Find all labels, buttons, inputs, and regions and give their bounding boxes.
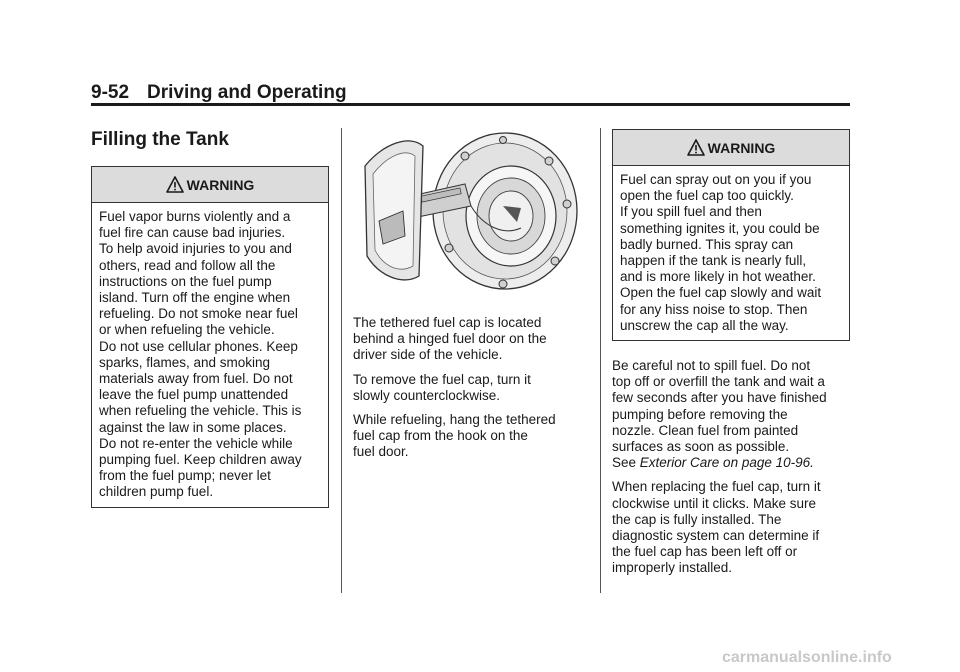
text-line: from the fuel pump; never let — [99, 468, 271, 484]
text-line: Do not re-enter the vehicle while — [99, 435, 293, 451]
warning-text — [613, 166, 849, 340]
cross-reference-link[interactable]: Exterior Care on page 10-96. — [639, 455, 814, 471]
warning-box-1 — [91, 166, 329, 508]
text-line: driver side of the vehicle. — [353, 347, 503, 363]
text-line: behind a hinged fuel door on the — [353, 331, 547, 347]
text-line: While refueling, hang the tethered — [353, 412, 556, 428]
text-line: When replacing the fuel cap, turn it — [612, 479, 821, 495]
text-line: materials away from fuel. Do not — [99, 371, 293, 387]
text-line: the cap is fully installed. The — [612, 511, 782, 527]
text-line: improperly installed. — [612, 560, 733, 576]
warning-box-2 — [612, 129, 850, 341]
text-line: against the law in some places. — [99, 419, 287, 435]
warning-header — [613, 130, 849, 166]
column-1 — [91, 126, 329, 508]
warning-text — [92, 203, 328, 507]
text-line: Fuel can spray out on you if you — [620, 172, 812, 187]
page-header — [91, 82, 347, 104]
text-line: pumping fuel. Keep children away — [99, 452, 302, 468]
paragraph-hang-cap — [353, 412, 581, 461]
text-line: pumping before removing the — [612, 406, 788, 422]
text-line: others, read and follow all the — [99, 257, 276, 273]
section-title: Driving and Operating — [147, 82, 347, 103]
text-line: and is more likely in hot weather. — [620, 269, 816, 285]
text-line: sparks, flames, and smoking — [99, 354, 271, 370]
text-line: leave the fuel pump unattended — [99, 387, 289, 403]
text-line: instructions on the fuel pump — [99, 273, 272, 289]
text-line: something ignites it, you could be — [620, 220, 820, 236]
fuel-door-illustration — [353, 126, 581, 301]
text-line: Be careful not to spill fuel. Do not — [612, 358, 811, 374]
text-line: for any hiss noise to stop. Then — [620, 301, 808, 317]
warning-label: WARNING — [707, 139, 776, 156]
paragraph-replace-cap — [612, 479, 850, 576]
text-line: island. Turn off the engine when — [99, 290, 291, 306]
text-line: To remove the fuel cap, turn it — [353, 371, 531, 387]
text-line: or when refueling the vehicle. — [99, 322, 275, 338]
text-line: nozzle. Clean fuel from painted — [612, 422, 799, 438]
text-line: top off or overfill the tank and wait a — [612, 374, 825, 390]
warning-header — [92, 167, 328, 203]
text-line: the fuel cap has been left off or — [612, 544, 798, 560]
text-line: Fuel vapor burns violently and a — [99, 209, 291, 224]
text-line: diagnostic system can determine if — [612, 528, 820, 544]
paragraph-remove-cap — [353, 372, 581, 404]
cross-reference-line — [612, 455, 850, 471]
warning-label: WARNING — [186, 176, 255, 193]
text-line: fuel door. — [353, 444, 409, 460]
text-line: refueling. Do not smoke near fuel — [99, 306, 298, 322]
text-line: children pump fuel. — [99, 484, 214, 500]
header-rule — [91, 103, 850, 106]
warning-icon — [687, 139, 705, 156]
text-line: surfaces as soon as possible. — [612, 439, 790, 455]
page-number: 9-52 — [91, 82, 130, 103]
text-line: fuel cap from the hook on the — [353, 428, 528, 444]
column-3 — [612, 126, 850, 585]
page-title: Filling the Tank — [91, 129, 229, 150]
column-divider-1 — [341, 128, 342, 593]
text-line: The tethered fuel cap is located — [353, 315, 542, 330]
text-line: happen if the tank is nearly full, — [620, 253, 807, 269]
text-line: slowly counterclockwise. — [353, 387, 501, 403]
text-line: If you spill fuel and then — [620, 204, 762, 220]
text-line: Open the fuel cap slowly and wait — [620, 285, 822, 301]
watermark: carmanualsonline.info — [722, 649, 892, 666]
text-line: Do not use cellular phones. Keep — [99, 338, 298, 354]
text-line: fuel fire can cause bad injuries. — [99, 225, 286, 241]
see-label: See — [612, 455, 640, 471]
column-2 — [353, 126, 581, 469]
paragraph-fuel-cap-location — [353, 315, 581, 364]
text-line: clockwise until it clicks. Make sure — [612, 495, 817, 511]
text-line: few seconds after you have finished — [612, 390, 827, 406]
text-line: unscrew the cap all the way. — [620, 317, 789, 333]
text-line: when refueling the vehicle. This is — [99, 403, 302, 419]
warning-icon — [166, 176, 184, 193]
column-divider-2 — [600, 128, 601, 593]
text-line: badly burned. This spray can — [620, 236, 794, 252]
text-line: open the fuel cap too quickly. — [620, 188, 794, 204]
paragraph-spill-caution — [612, 358, 850, 471]
text-line: To help avoid injuries to you and — [99, 241, 292, 257]
